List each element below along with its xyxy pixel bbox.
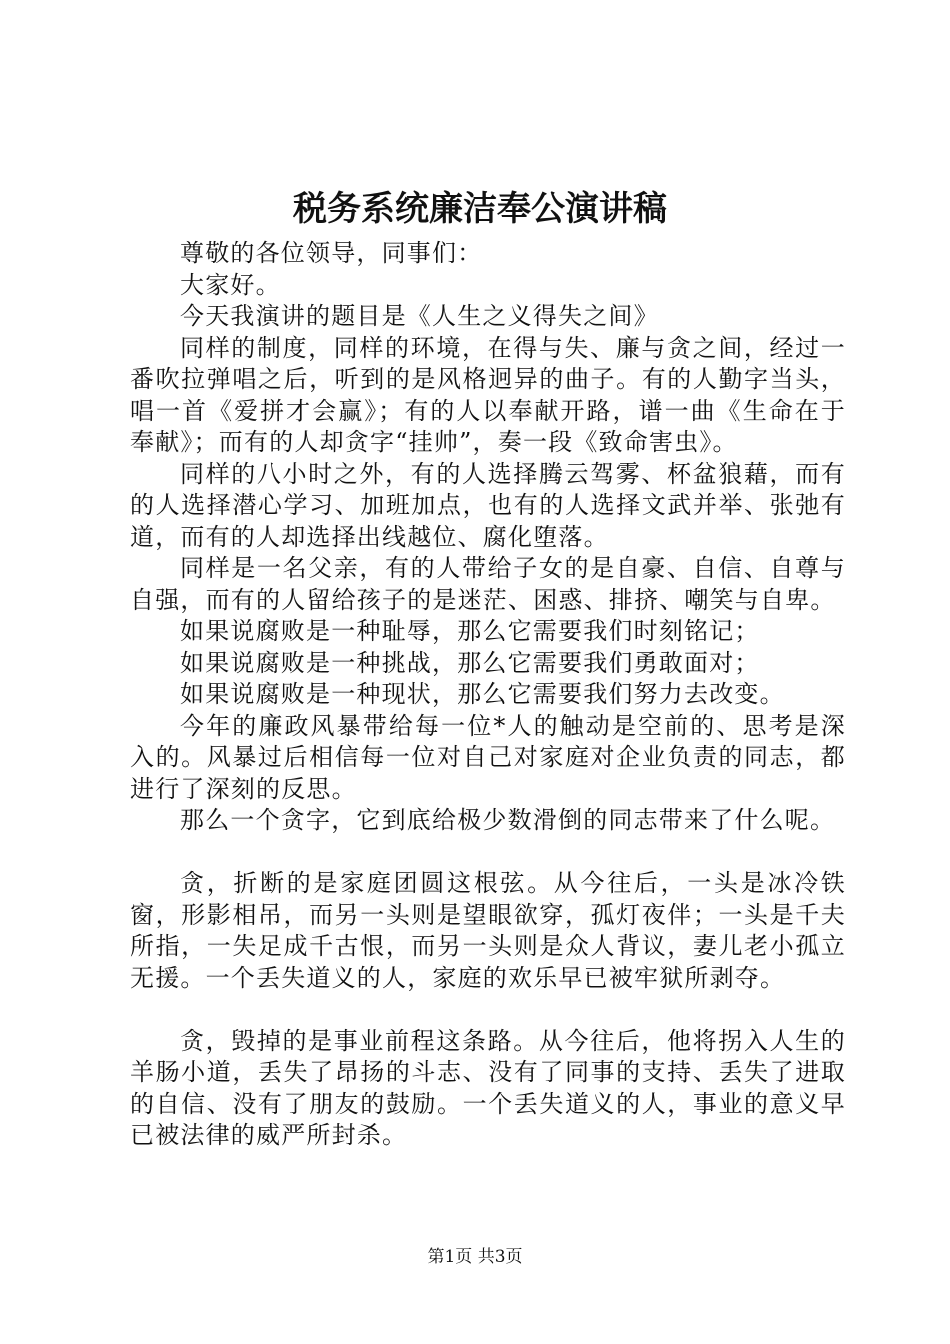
paragraph-body: 今年的廉政风暴带给每一位*人的触动是空前的、思考是深入的。风暴过后相信每一位对自己对家庭对企业负责的同志，都进行了深刻的反思。	[130, 711, 846, 803]
paragraph-body: 如果说腐败是一种挑战，那么它需要我们勇敢面对；	[180, 648, 760, 677]
paragraph-body: 那么一个贪字，它到底给极少数滑倒的同志带来了什么呢。	[180, 806, 836, 834]
paragraph-body: 贪，折断的是家庭团圆这根弦。从今往后，一头是冰冷铁窗，形影相吊，而另一头则是望眼欲穿，孤灯夜伴；一头是千夫所指，一失足成千古恨，而另一头则是众人背议，妻儿老小孤立无援。一个丢失道义的人，家庭的欢乐早已被牢狱所剥夺。	[130, 869, 846, 992]
paragraph-body: 同样是一名父亲，有的人带给子女的是自豪、自信、自尊与自强，而有的人留给孩子的是迷茫、困惑、排挤、嘲笑与自卑。	[130, 554, 846, 614]
paragraph-salutation: 尊敬的各位领导，同事们：	[180, 239, 483, 267]
paragraph-spacer	[130, 837, 846, 869]
paragraph-spacer	[130, 994, 846, 1026]
paragraph-body: 贪，毁掉的是事业前程这条路。从今往后，他将拐入人生的羊肠小道，丢失了昂扬的斗志、没有了同事的支持、丢失了进取的自信、没有了朋友的鼓励。一个丢失道义的人，事业的意义早已被法律的威严所封杀。	[130, 1026, 846, 1149]
paragraph-body: 同样的制度，同样的环境，在得与失、廉与贪之间，经过一番吹拉弹唱之后，听到的是风格迥异的曲子。有的人勤字当头，唱一首《爱拼才会赢》；有的人以奉献开路，谱一曲《生命在于奉献》；而有的人却贪字“挂帅”，奏一段《致命害虫》。	[130, 333, 846, 456]
paragraph-body: 如果说腐败是一种耻辱，那么它需要我们时刻铭记；	[180, 617, 760, 645]
document-title: 税务系统廉洁奉公演讲稿	[293, 189, 667, 229]
document-body	[130, 238, 846, 1152]
paragraph-greeting: 大家好。	[180, 270, 281, 299]
page-number-footer: 第1页 共3页	[427, 1247, 523, 1267]
paragraph-body: 如果说腐败是一种现状，那么它需要我们努力去改变。	[180, 680, 785, 708]
paragraph-topic: 今天我演讲的题目是《人生之义得失之间》	[180, 302, 659, 330]
paragraph-body: 同样的八小时之外，有的人选择腾云驾雾、杯盆狼藉，而有的人选择潜心学习、加班加点，也有的人选择文武并举、张弛有道，而有的人却选择出线越位、腐化堕落。	[130, 459, 846, 551]
